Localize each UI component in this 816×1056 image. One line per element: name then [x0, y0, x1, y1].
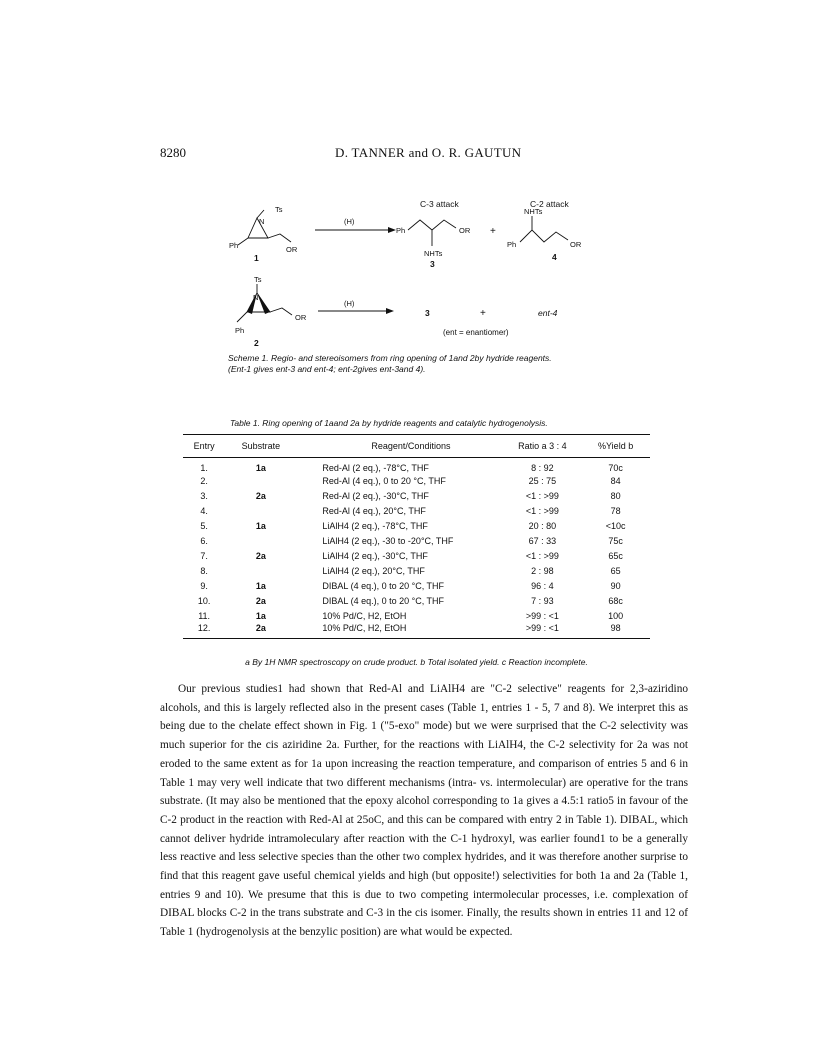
table-row: [183, 503, 650, 518]
cell-yield: 65: [610, 565, 621, 576]
table-row: [183, 623, 650, 638]
body-paragraph: Our previous studies1 had shown that Red-Al and LiAlH4 are "C-2 selective" reagents for 2,3-aziridino alcohols, and this is largely reflected also in the present cases (Table 1, entries 1 - 5, 7 and 8). We interpret this as being due to the chelate effect shown in Fig. 1 ("5-exo" mode) but we were surprised that the C-2 selectivity was much superior for the cis aziridine 2a. Further, for the reactions with LiAlH4, the C-2 selectivity for 2a was not eroded to the same extent as for 1a upon increasing the reaction temperature, and comparison of entries 5 and 6 in Table 1 may very well indicate that two different mechanisms (intra- vs. intermolecular) are operative for the trans substrate. (It may also be mentioned that the epoxy alcohol corresponding to 1a gives a 4.5:1 ratio5 in favour of the C-2 product in the reaction with Red-Al at 25oC, and this can be compared with entry 2 in Table 1). DIBAL, which cannot deliver hydride intramoleculary after reaction with the C-1 hydroxyl, was earlier found1 to be a generally less reactive and less selective species than the other two complex hydrides, and it was therefore another surprise to find that this reagent gave useful chemical yields and high (but opposite!) selectivities for both 1a and 2a (Table 1, entries 9 and 10). We presume that this is due to two competing intermolecular processes, i.e. complexation of DIBAL blocks C-2 in the trans substrate and C-3 in the cis isomer. Finally, the results shown in entries 11 and 12 of Table 1 (hydrogenolysis at the benzylic position) are what would be expected.: [160, 683, 688, 939]
table-row: [183, 608, 650, 623]
product-ent4: ent-4: [538, 308, 558, 318]
table-caption: Table 1. Ring opening of 1aand 2a by hydride reagents and catalytic hydrogenolysis.: [230, 418, 548, 428]
compound-4-or: OR: [570, 240, 582, 249]
cell-ratio: >99 : <1: [525, 610, 559, 621]
cell-substrate: 1a: [255, 610, 266, 621]
compound-3-nhts: NHTs: [424, 249, 443, 258]
cell-yield: 90: [610, 580, 621, 591]
cell-conditions: Red-Al (2 eq.), -30°C, THF: [322, 490, 429, 501]
wedge-bond-right: [257, 293, 270, 314]
cell-substrate: [225, 503, 296, 518]
cell-conditions: 10% Pd/C, H2, EtOH: [296, 623, 503, 638]
cell-ratio: <1 : >99: [525, 490, 559, 501]
scheme-caption-line-2: (Ent-1 gives ent-3 and ent-4; ent-2gives ent-3and 4).: [228, 364, 426, 374]
compound-1-or: OR: [286, 245, 298, 254]
header-yield: %Yield b: [581, 435, 650, 458]
body-text: [160, 680, 688, 942]
compound-1-n: N: [259, 217, 265, 226]
compound-4-skeleton: [520, 216, 568, 242]
cell-conditions: Red-Al (4 eq.), 20°C, THF: [322, 505, 426, 516]
cell-conditions: 10% Pd/C, H2, EtOH: [322, 610, 407, 621]
cell-entry: 3.: [200, 490, 208, 501]
cell-substrate: 1a: [255, 580, 266, 591]
cell-substrate: [225, 473, 296, 488]
cell-ratio: 2 : 98: [531, 565, 554, 576]
table-footnotes: a By 1H NMR spectroscopy on crude product. b Total isolated yield. c Reaction incomplete.: [245, 657, 588, 667]
reaction-scheme: [160, 190, 660, 350]
cell-ratio: <1 : >99: [525, 505, 559, 516]
compound-3-or: OR: [459, 226, 471, 235]
compound-2-ph: Ph: [235, 326, 245, 335]
plus-2: +: [480, 308, 486, 319]
compound-1-ts: Ts: [275, 205, 283, 214]
compound-4-number: 4: [552, 252, 557, 262]
header-ratio: Ratio a 3 : 4: [503, 435, 581, 458]
cell-substrate: 2a: [225, 623, 296, 638]
compound-3-ph: Ph: [396, 226, 406, 235]
cell-substrate: 1a: [255, 463, 266, 473]
cell-entry: 4.: [200, 505, 208, 516]
compound-4-ph: Ph: [507, 240, 517, 249]
aziridine-1-skeleton: [238, 210, 291, 245]
cell-ratio: 96 : 4: [531, 580, 554, 591]
aziridine-2-skeleton: [237, 284, 292, 322]
cell-yield: <10c: [605, 520, 626, 531]
cell-ratio: 67 : 33: [528, 535, 557, 546]
cell-yield: 70c: [608, 463, 623, 473]
cell-conditions: LiAlH4 (2 eq.), -78°C, THF: [322, 520, 428, 531]
cell-entry: 7.: [200, 550, 208, 561]
compound-3-skeleton: [408, 220, 456, 246]
cell-entry: 8.: [200, 565, 208, 576]
cell-conditions: Red-Al (2 eq.), -78°C, THF: [322, 463, 429, 473]
compound-2-number: 2: [254, 338, 259, 348]
cell-entry: 12.: [183, 623, 225, 638]
table-row: [183, 488, 650, 503]
cell-ratio: 25 : 75: [528, 475, 557, 486]
table-row: [183, 548, 650, 563]
cell-yield: 80: [610, 490, 621, 501]
cell-entry: 6.: [200, 535, 208, 546]
table-header-row: [183, 435, 650, 458]
cell-yield: 100: [608, 610, 624, 621]
plus-1: +: [490, 226, 496, 237]
cell-conditions: DIBAL (4 eq.), 0 to 20 °C, THF: [322, 595, 445, 606]
compound-1-number: 1: [254, 253, 259, 263]
table-row: [183, 533, 650, 548]
arrow-2-reagent: (H): [344, 299, 355, 308]
compound-3-number: 3: [430, 259, 435, 269]
table-row: [183, 563, 650, 578]
results-table: [183, 434, 650, 639]
cell-substrate: 2a: [255, 490, 266, 501]
table-row: [183, 518, 650, 533]
cell-ratio: <1 : >99: [525, 550, 559, 561]
scheme-caption: [228, 353, 668, 375]
table-row: [183, 578, 650, 593]
arrow-2-head: [386, 308, 394, 314]
cell-conditions: DIBAL (4 eq.), 0 to 20 °C, THF: [322, 580, 445, 591]
table-row: [183, 458, 650, 474]
cell-substrate: 2a: [255, 595, 266, 606]
compound-2-ts: Ts: [254, 275, 262, 284]
cell-entry: 11.: [198, 610, 211, 621]
cell-yield: 75c: [608, 535, 623, 546]
cell-yield: 65c: [608, 550, 623, 561]
cell-entry: 10.: [197, 595, 211, 606]
page-number: 8280: [160, 145, 186, 160]
table-row: [183, 593, 650, 608]
header-entry: Entry: [183, 435, 225, 458]
cell-ratio: 7 : 93: [531, 595, 554, 606]
scheme-caption-line-1: Scheme 1. Regio- and stereoisomers from ring opening of 1and 2by hydride reagents.: [228, 353, 552, 363]
compound-2-n: N: [253, 293, 259, 302]
cell-substrate: 2a: [255, 550, 266, 561]
product-3-row2: 3: [425, 308, 430, 318]
c3-attack-label: C-3 attack: [420, 199, 459, 209]
cell-yield: 98: [581, 623, 650, 638]
results-table-wrap: [183, 434, 650, 639]
cell-substrate: 1a: [255, 520, 266, 531]
cell-entry: 5.: [200, 520, 208, 531]
cell-conditions: LiAlH4 (2 eq.), 20°C, THF: [322, 565, 425, 576]
header-conditions: Reagent/Conditions: [296, 435, 503, 458]
cell-yield: 78: [610, 505, 621, 516]
page-authors: D. TANNER and O. R. GAUTUN: [335, 145, 522, 160]
cell-yield: 84: [610, 475, 621, 486]
cell-conditions: Red-Al (4 eq.), 0 to 20 °C, THF: [322, 475, 446, 486]
cell-ratio: 8 : 92: [531, 463, 554, 473]
table-row: [183, 473, 650, 488]
cell-yield: 68c: [608, 595, 623, 606]
cell-conditions: LiAlH4 (2 eq.), -30 to -20°C, THF: [322, 535, 454, 546]
arrow-1-reagent: (H): [344, 217, 355, 226]
cell-ratio: 20 : 80: [528, 520, 557, 531]
compound-4-nhts: NHTs: [524, 207, 543, 216]
cell-ratio: >99 : <1: [503, 623, 581, 638]
cell-entry: 9.: [200, 580, 208, 591]
cell-entry: 2.: [200, 475, 208, 486]
ent-note: (ent = enantiomer): [443, 328, 509, 337]
c2-attack-label: C-2 attack: [530, 199, 569, 209]
compound-1-ph: Ph: [229, 241, 239, 250]
cell-conditions: LiAlH4 (2 eq.), -30°C, THF: [322, 550, 428, 561]
cell-substrate: [225, 563, 296, 578]
header-substrate: Substrate: [225, 435, 296, 458]
compound-2-or: OR: [295, 313, 307, 322]
cell-substrate: [225, 533, 296, 548]
cell-entry: 1.: [200, 463, 208, 473]
arrow-1-head: [388, 227, 396, 233]
